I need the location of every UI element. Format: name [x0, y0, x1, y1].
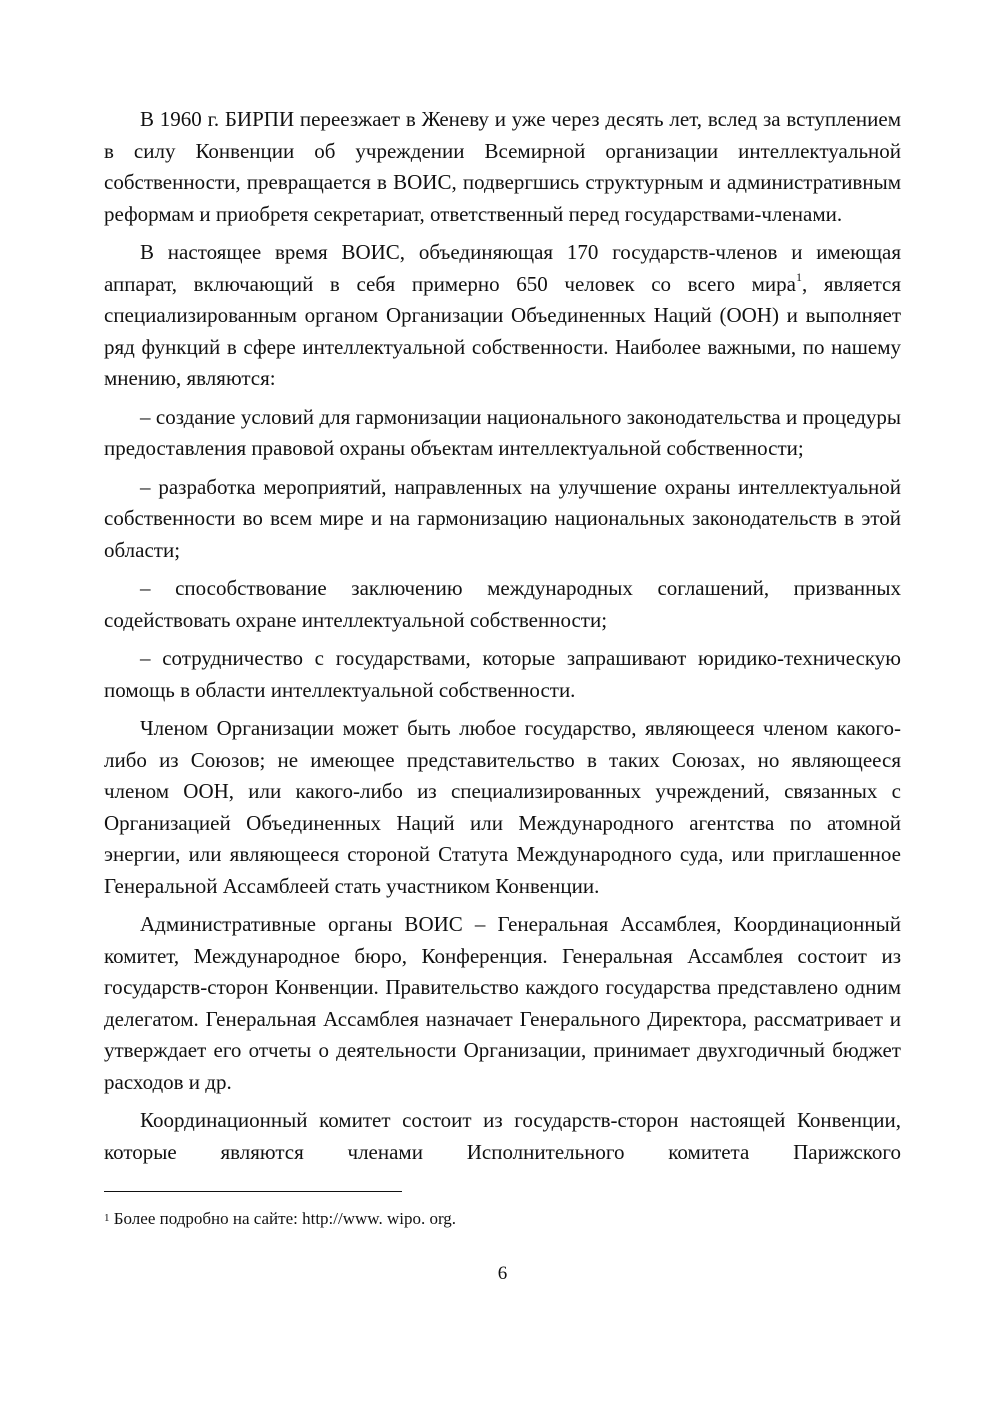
list-item-protection-measures: – разработка мероприятий, направленных на улучшение охраны интеллектуальной собственности во всем мире и на гармонизацию национальных законодательств в этой области; — [104, 474, 901, 562]
footnote-reference: 1 — [795, 269, 802, 284]
paragraph-wipo-current-part2: , является специализированным органом Организации Объединенных Наций (ООН) и выполняет ряд функций в сфере интеллектуальной собственности. Наиболее важными, по нашему мнению, являются: — [104, 271, 902, 390]
footnote-text: Более подробно на сайте: http://www. wipo. org. — [109, 1209, 457, 1228]
paragraph-birpi-history: В 1960 г. БИРПИ переезжает в Женеву и уже через десять лет, вслед за вступлением в силу Конвенции об учреждении Всемирной организации интеллектуальной собственности, превращается в ВОИС, подвергшись структурным и административным реформам и приобретя секретариат, ответственный перед государствами-членами. — [104, 107, 901, 226]
footnote — [104, 1207, 901, 1231]
list-item-harmonization-conditions: – создание условий для гармонизации национального законодательства и процедуры предоставления правовой охраны объектам интеллектуальной собственности; — [104, 404, 901, 460]
footnote-marker: 1 — [104, 1212, 110, 1224]
page-number: 6 — [497, 1263, 508, 1284]
paragraph-coordination-committee: Координационный комитет состоит из государств-сторон настоящей Конвенции, которые являются членами Исполнительного комитета Парижского — [104, 1108, 901, 1164]
paragraph-administrative-bodies: Административные органы ВОИС – Генеральная Ассамблея, Координационный комитет, Международное бюро, Конференция. Генеральная Ассамблея состоит из государств-сторон Конвенции. Правительство каждого государства представлено одним делегатом. Генеральная Ассамблея назначает Генерального Директора, рассматривает и утверждает его отчеты о деятельности Организации, принимает двухгодичный бюджет расходов и др. — [104, 912, 901, 1094]
paragraph-wipo-current-part1: В настоящее время ВОИС, объединяющая 170 государств-членов и имеющая аппарат, включающий в себя примерно 650 человек со всего мира — [104, 240, 901, 296]
paragraph-wipo-current — [104, 237, 901, 395]
document-body — [104, 104, 901, 1168]
list-item-international-agreements: – способствование заключению международных соглашений, призванных содействовать охране интеллектуальной собственности; — [104, 576, 901, 632]
paragraph-membership: Членом Организации может быть любое государство, являющееся членом какого-либо из Союзов; не имеющее представительство в таких Союзах, но являющееся членом ООН, или какого-либо из специализированных учреждений, связанных с Организацией Объединенных Наций или Международного агентства по атомной энергии, или являющееся стороной Статута Международного суда, или приглашенное Генеральной Ассамблеей стать участником Конвенции. — [104, 716, 901, 898]
list-item-technical-cooperation: – сотрудничество с государствами, которые запрашивают юридико-техническую помощь в области интеллектуальной собственности. — [104, 646, 901, 702]
footnote-divider — [104, 1191, 402, 1192]
